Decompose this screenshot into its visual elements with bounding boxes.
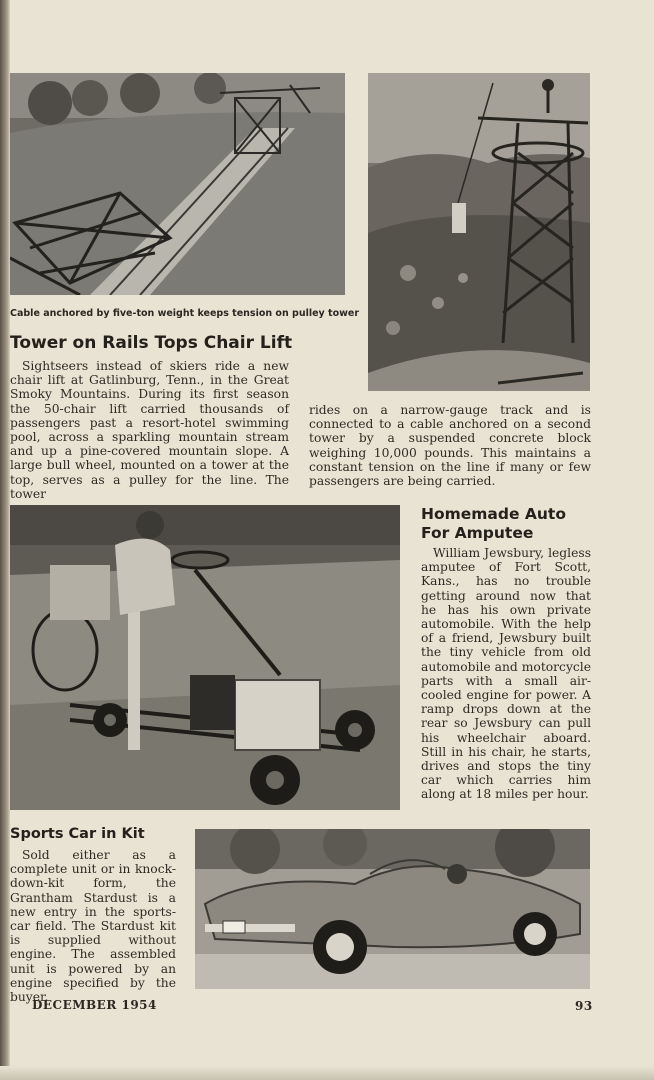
chairlift-paragraph-right: rides on a narrow-gauge track and is connected to a cable anchored on a second tower by a suspended concrete block weighing 10,000 pounds. This maintains a constant tension on the line if many or few passengers are being carried. <box>309 403 591 489</box>
auto-article-body <box>421 546 591 802</box>
pulley-photo-caption: Cable anchored by five-ton weight keeps tension on pulley tower <box>10 308 360 319</box>
chairlift-tower-photo <box>368 73 590 391</box>
sportscar-article-body <box>10 848 176 1004</box>
page-number: 93 <box>575 999 593 1013</box>
auto-article-title-line2: For Amputee <box>421 524 534 542</box>
chairlift-article-body-right <box>309 403 591 488</box>
chairlift-article-body-left <box>10 359 289 501</box>
auto-paragraph: William Jewsbury, legless amputee of Fort Scott, Kans., has no trouble getting around now that he has his own private automobile. With the help of a friend, Jewsbury built the tiny vehicle from old automobile and motorcycle parts with a small air-cooled engine for power. A ramp drops down at the rear so Jewsbury can pull his wheelchair aboard. Still in his chair, he starts, drives and stops the tiny car which carries him along at 18 miles per hour. <box>421 546 591 802</box>
sportscar-article-title: Sports Car in Kit <box>10 826 145 842</box>
auto-article-title-line1: Homemade Auto <box>421 505 566 523</box>
homemade-auto-photo <box>10 505 400 810</box>
issue-date: DECEMBER 1954 <box>32 998 157 1012</box>
page-binding-shadow <box>0 0 10 1080</box>
page-bottom-edge <box>0 1066 654 1080</box>
sportscar-paragraph: Sold either as a complete unit or in knock-down-kit form, the Grantham Stardust is a new entry in the sports-car field. The Stardust kit is supplied without engine. The assembled unit is powered by an engine specified by the buyer. <box>10 848 176 1005</box>
sportscar-photo <box>195 829 590 989</box>
chairlift-article-title: Tower on Rails Tops Chair Lift <box>10 333 293 353</box>
chairlift-paragraph-left: Sightseers instead of skiers ride a new chair lift at Gatlinburg, Tenn., in the Great Smoky Mountains. During its first season the 50-chair lift carried thousands of passengers past a resort-hotel swimming pool, across a sparkling mountain stream and up a pine-covered mountain slope. A large bull wheel, mounted on a tower at the top, serves as a pulley for the line. The tower <box>10 359 289 501</box>
pulley-tower-photo <box>10 73 345 295</box>
